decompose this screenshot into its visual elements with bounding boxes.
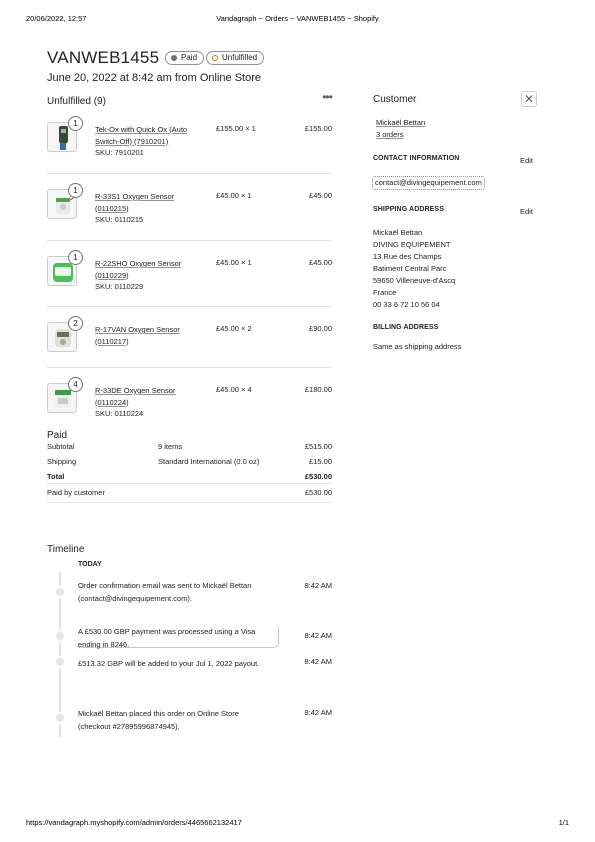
unit-price: £45.00 × 2 xyxy=(216,324,252,333)
timeline-event-time: 8:42 AM xyxy=(304,708,332,717)
print-page-number: 1/1 xyxy=(558,818,569,827)
unit-price: £45.00 × 1 xyxy=(216,258,252,267)
payment-title: Paid xyxy=(47,430,68,441)
address-line: Batiment Central Parc xyxy=(373,264,447,273)
divider xyxy=(47,306,332,307)
product-sku: SKU: 0110215 xyxy=(95,215,144,224)
shipping-address-heading: SHIPPING ADDRESS xyxy=(373,206,444,213)
fulfillment-status-badge xyxy=(206,51,264,65)
quantity-badge: 1 xyxy=(68,250,83,265)
customer-orders-link[interactable]: 3 orders xyxy=(376,130,404,139)
timeline-event-line: (checkout #27895996874945). xyxy=(78,722,180,731)
customer-title: Customer xyxy=(373,94,417,105)
timeline-event-line: £513.32 GBP will be added to your Jul 1, 2022 payout. xyxy=(78,659,260,668)
product-name-link[interactable]: R-33DE Oxygen Sensor (0110224) xyxy=(95,386,176,407)
quantity-badge: 2 xyxy=(68,316,83,331)
divider xyxy=(47,483,332,484)
payment-amount: £515.00 xyxy=(304,442,332,451)
product-sku: SKU: 7910201 xyxy=(95,148,144,157)
divider xyxy=(47,173,332,174)
order-subtitle: June 20, 2022 at 8:42 am from Online Store xyxy=(47,72,262,84)
timeline-dot-icon xyxy=(54,630,66,642)
timeline-event-line: A £530.00 GBP payment was processed using a Visa xyxy=(78,627,256,636)
print-header xyxy=(26,14,569,26)
address-line: DIVING EQUIPEMENT xyxy=(373,240,451,249)
payment-label: Paid by customer xyxy=(47,488,105,497)
payment-status-badge xyxy=(165,51,204,65)
timeline-event-line: Mickaël Bettan placed this order on Online Store xyxy=(78,709,239,718)
product-sku: SKU: 0110224 xyxy=(95,409,144,418)
product-name-link[interactable]: R-22SHO Oxygen Sensor (0110229) xyxy=(95,259,182,280)
product-name-link[interactable]: R-33S1 Oxygen Sensor (0110215) xyxy=(95,192,175,213)
payment-label: Total xyxy=(47,472,65,481)
address-line: 59650 Villeneuve-d'Ascq xyxy=(373,276,456,285)
payment-status-label: Paid xyxy=(181,53,198,62)
quantity-badge: 1 xyxy=(68,183,83,198)
status-ring-icon xyxy=(212,55,218,61)
address-phone: 00 33 6 72 10 56 04 xyxy=(373,300,440,309)
address-line: 13 Rue des Champs xyxy=(373,252,442,261)
payment-detail: Standard International (0.0 oz) xyxy=(158,457,260,466)
payment-label: Shipping xyxy=(47,457,77,466)
quantity-badge: 4 xyxy=(68,377,83,392)
customer-name-link[interactable]: Mickaël Bettan xyxy=(376,118,426,127)
timeline-dot-icon xyxy=(54,712,66,724)
print-page-title: Vandagraph ~ Orders ~ VANWEB1455 ~ Shopify xyxy=(216,14,379,23)
payment-label: Subtotal xyxy=(47,442,75,451)
divider xyxy=(47,240,332,241)
edit-contact-button[interactable]: Edit xyxy=(520,156,533,165)
payment-row-shipping xyxy=(47,457,332,469)
unit-price: £155.00 × 1 xyxy=(216,124,256,133)
timeline-event-time: 8:42 AM xyxy=(304,657,332,666)
customer-email-link[interactable]: contact@divingequipement.com xyxy=(372,176,485,190)
line-item xyxy=(47,319,332,382)
product-sku: SKU: 0110229 xyxy=(95,282,144,291)
billing-address-text: Same as shipping address xyxy=(373,342,462,351)
timeline-dot-icon xyxy=(54,656,66,668)
product-name-link[interactable]: R-17VAN Oxygen Sensor (0110217) xyxy=(95,325,180,346)
fulfillment-status-label: Unfulfilled xyxy=(222,53,258,62)
print-footer xyxy=(26,818,569,830)
unit-price: £45.00 × 4 xyxy=(216,385,252,394)
line-total: £45.00 xyxy=(309,258,332,267)
line-total: £155.00 xyxy=(304,124,332,133)
timeline-dot-icon xyxy=(54,586,66,598)
address-line: Mickaël Bettan xyxy=(373,228,423,237)
address-line: France xyxy=(373,288,397,297)
payment-amount: £530.00 xyxy=(304,488,332,497)
timeline-title: Timeline xyxy=(47,544,85,555)
line-item xyxy=(47,380,332,443)
more-actions-button[interactable]: ••• xyxy=(322,90,332,104)
print-datetime: 20/06/2022, 12:57 xyxy=(26,14,87,23)
unit-price: £45.00 × 1 xyxy=(216,191,252,200)
payment-row-subtotal xyxy=(47,442,332,454)
payment-row-paid xyxy=(47,488,332,500)
line-total: £45.00 xyxy=(309,191,332,200)
edit-shipping-button[interactable]: Edit xyxy=(520,207,533,216)
divider xyxy=(47,367,332,368)
quantity-badge: 1 xyxy=(68,116,83,131)
billing-address-heading: BILLING ADDRESS xyxy=(373,324,439,331)
timeline-event-line: Order confirmation email was sent to Mickaël Bettan xyxy=(78,581,252,590)
timeline-event xyxy=(78,625,288,651)
print-url: https://vandagraph.myshopify.com/admin/orders/4465662132417 xyxy=(26,818,242,827)
unfulfilled-title: Unfulfilled (9) xyxy=(47,96,106,107)
line-total: £90.00 xyxy=(309,324,332,333)
timeline-day-label: TODAY xyxy=(78,561,102,568)
timeline-event xyxy=(78,657,288,670)
timeline-event-time: 8:42 AM xyxy=(304,631,332,640)
order-number: VANWEB1455 xyxy=(47,48,160,67)
payment-amount: £530.00 xyxy=(304,472,332,481)
status-dot-icon xyxy=(171,55,177,61)
line-total: £180.00 xyxy=(304,385,332,394)
timeline-event xyxy=(78,707,288,733)
close-icon[interactable]: ✕ xyxy=(521,91,537,107)
timeline-event-line: ending in 8246. xyxy=(78,640,130,649)
product-name-link[interactable]: Tek-Ox with Quick Ox (Auto Switch-Off) (7910201) xyxy=(95,125,188,146)
timeline-event-line: (contact@divingequipement.com). xyxy=(78,594,192,603)
timeline-event-time: 8:42 AM xyxy=(304,581,332,590)
divider xyxy=(47,502,332,503)
contact-info-heading: CONTACT INFORMATION xyxy=(373,155,460,162)
payment-detail: 9 items xyxy=(158,442,183,451)
timeline-event xyxy=(78,579,288,605)
payment-amount: £15.00 xyxy=(309,457,332,466)
line-item xyxy=(47,253,332,316)
